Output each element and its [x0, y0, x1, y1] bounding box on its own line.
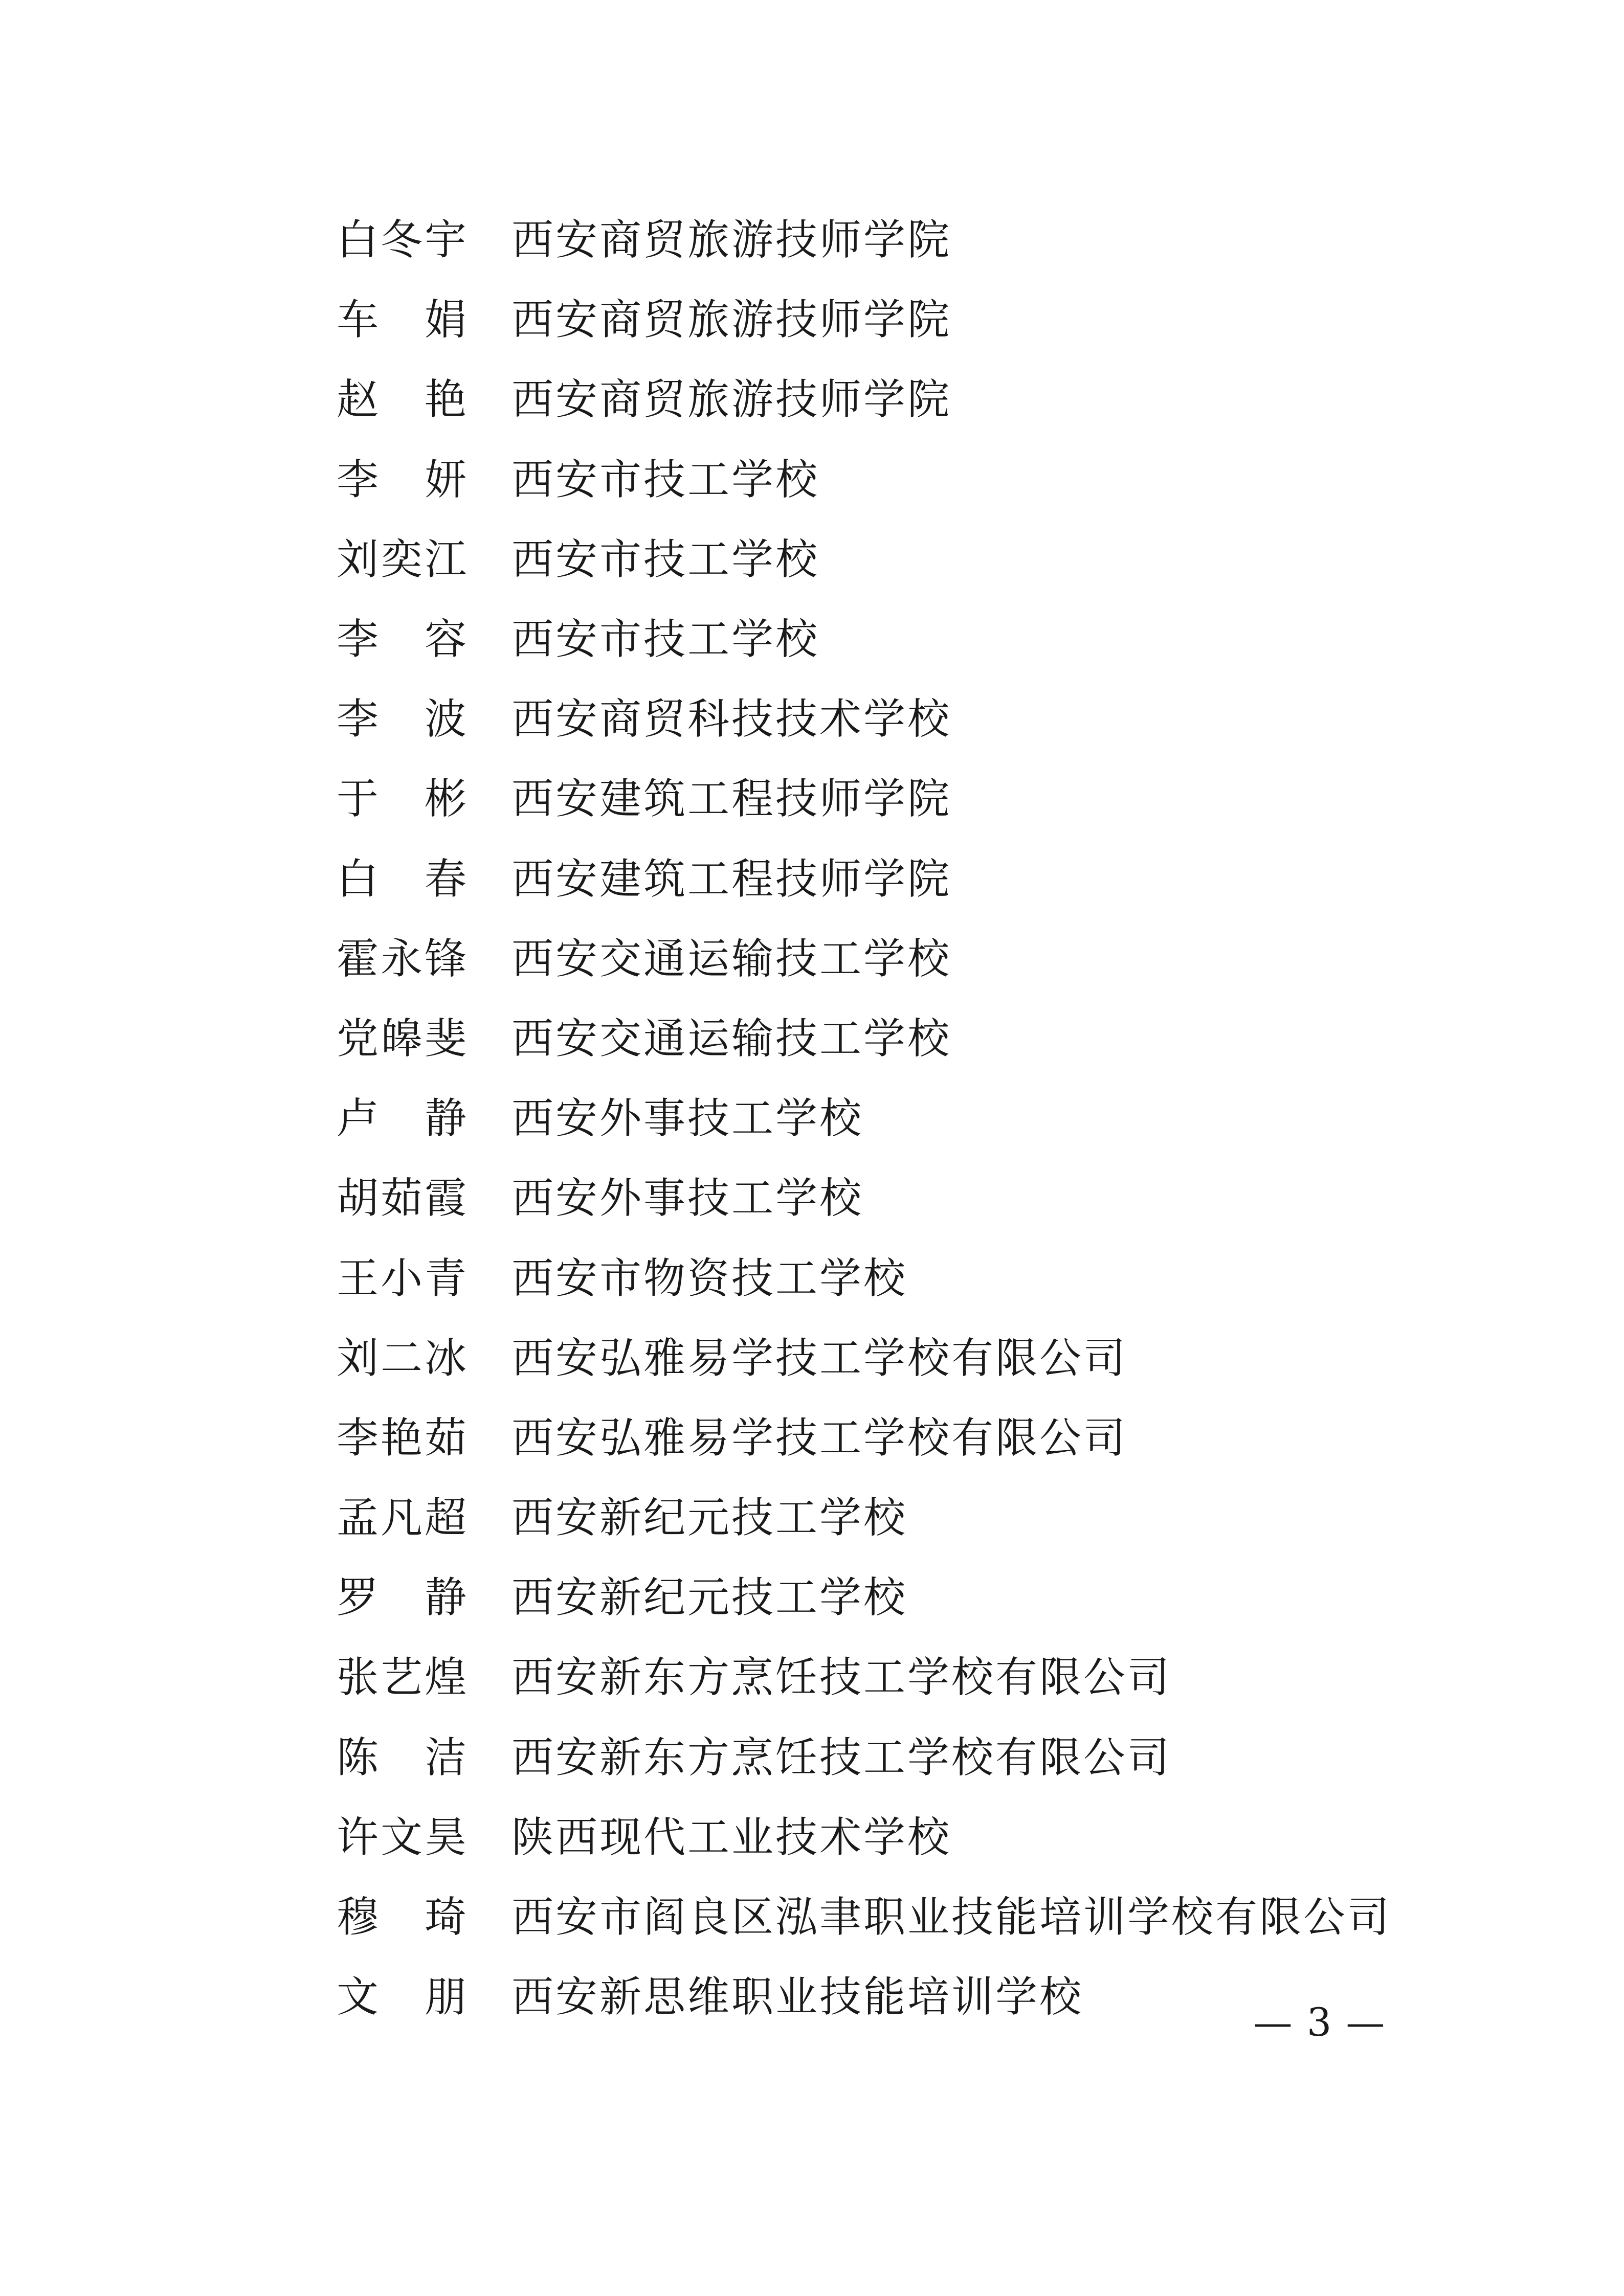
person-name: 刘二冰 [337, 1334, 469, 1383]
person-name: 李 妍 [337, 455, 469, 504]
list-item [337, 680, 1564, 759]
list-item [337, 1239, 1564, 1318]
organization-name: 西安外事技工学校 [511, 1094, 864, 1143]
list-item [337, 200, 1564, 280]
person-name: 卢 静 [337, 1094, 469, 1143]
person-name: 胡茹霞 [337, 1174, 469, 1223]
organization-name: 西安市技工学校 [511, 615, 820, 664]
list-item [337, 759, 1564, 839]
organization-name: 西安建筑工程技师学院 [511, 854, 952, 904]
organization-name: 西安新纪元技工学校 [511, 1573, 908, 1623]
person-name: 李 容 [337, 615, 469, 664]
organization-name: 西安市技工学校 [511, 535, 820, 584]
person-name: 白冬宇 [337, 216, 469, 265]
list-item [337, 1319, 1564, 1399]
list-item [337, 360, 1564, 440]
organization-name: 西安商贸旅游技师学院 [511, 296, 952, 345]
organization-name: 西安市物资技工学校 [511, 1254, 908, 1303]
person-name: 许文昊 [337, 1813, 469, 1862]
list-item [337, 1399, 1564, 1478]
organization-name: 西安新东方烹饪技工学校有限公司 [511, 1653, 1172, 1702]
name-list [337, 200, 1564, 2037]
organization-name: 西安新纪元技工学校 [511, 1494, 908, 1543]
list-item [337, 919, 1564, 999]
list-item [337, 1079, 1564, 1159]
organization-name: 西安新思维职业技能培训学校 [511, 1973, 1084, 2022]
organization-name: 西安市阎良区泓聿职业技能培训学校有限公司 [511, 1893, 1392, 1942]
organization-name: 西安交通运输技工学校 [511, 1014, 952, 1063]
person-name: 文 朋 [337, 1973, 469, 2022]
list-item [337, 1718, 1564, 1798]
person-name: 李艳茹 [337, 1413, 469, 1462]
person-name: 陈 洁 [337, 1733, 469, 1782]
list-item [337, 440, 1564, 520]
organization-name: 西安商贸旅游技师学院 [511, 216, 952, 265]
person-name: 刘奕江 [337, 535, 469, 584]
person-name: 张艺煌 [337, 1653, 469, 1702]
organization-name: 西安交通运输技工学校 [511, 934, 952, 983]
list-item [337, 600, 1564, 680]
list-item [337, 840, 1564, 919]
person-name: 霍永锋 [337, 934, 469, 983]
list-item [337, 280, 1564, 360]
person-name: 孟凡超 [337, 1494, 469, 1543]
page-number: — 3 — [1253, 1999, 1386, 2045]
person-name: 党皞斐 [337, 1014, 469, 1063]
organization-name: 西安弘雅易学技工学校有限公司 [511, 1334, 1128, 1383]
list-item [337, 999, 1564, 1079]
list-item [337, 1558, 1564, 1638]
person-name: 王小青 [337, 1254, 469, 1303]
organization-name: 西安新东方烹饪技工学校有限公司 [511, 1733, 1172, 1782]
list-item [337, 1638, 1564, 1718]
person-name: 白 春 [337, 854, 469, 904]
organization-name: 陕西现代工业技术学校 [511, 1813, 952, 1862]
person-name: 穆 琦 [337, 1893, 469, 1942]
list-item [337, 1878, 1564, 1957]
organization-name: 西安弘雅易学技工学校有限公司 [511, 1413, 1128, 1462]
organization-name: 西安建筑工程技师学院 [511, 775, 952, 824]
person-name: 李 波 [337, 695, 469, 744]
organization-name: 西安外事技工学校 [511, 1174, 864, 1223]
person-name: 于 彬 [337, 775, 469, 824]
person-name: 赵 艳 [337, 375, 469, 424]
list-item [337, 1478, 1564, 1558]
person-name: 罗 静 [337, 1573, 469, 1623]
organization-name: 西安市技工学校 [511, 455, 820, 504]
organization-name: 西安商贸科技技术学校 [511, 695, 952, 744]
list-item [337, 520, 1564, 600]
person-name: 车 娟 [337, 296, 469, 345]
list-item [337, 1798, 1564, 1878]
list-item [337, 1159, 1564, 1239]
organization-name: 西安商贸旅游技师学院 [511, 375, 952, 424]
